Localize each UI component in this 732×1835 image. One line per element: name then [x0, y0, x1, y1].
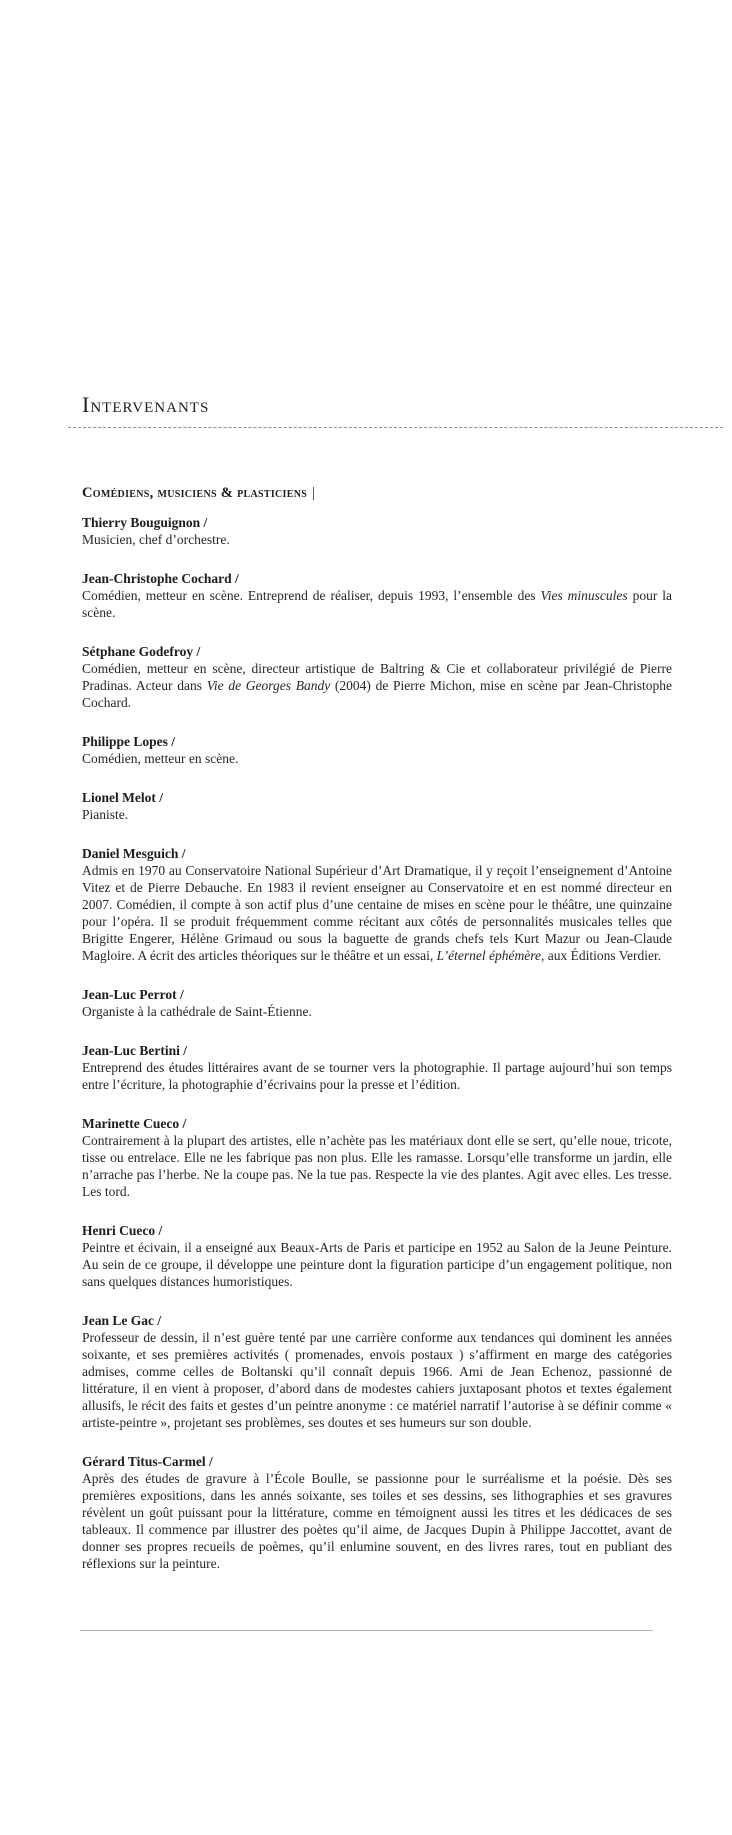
intervenant-entry: [82, 643, 672, 711]
page-title: Intervenants: [82, 392, 210, 417]
intervenant-name: Thierry Bouguignon /: [82, 515, 208, 530]
description-text: Professeur de dessin, il n’est guère tenté par une carrière conforme aux tendances qui dominent les années soixante, et ses premières activités ( promenades, envois postaux ) s’affirment en marge des catégories admises, comme celles de Boltanski qu’il connaît depuis 1966. Ami de Jean Echenoz, passionné de littérature, il en vient à proposer, d’abord dans de modestes cahiers juxtaposant photos et textes également allusifs, le récit des faits et gestes d’un peintre anonyme : ce matériel narratif l’autorise à se définir comme « artiste-peintre », projetant ses problèmes, ses doutes et ses humeurs sur son double.: [82, 1330, 672, 1430]
intervenant-name: Gérard Titus-Carmel /: [82, 1454, 213, 1469]
page-header: [68, 392, 723, 428]
work-title: L’éternel éphémère: [436, 948, 541, 963]
footer-rule: [80, 1630, 653, 1631]
description-text: , aux Éditions Verdier.: [540, 948, 662, 963]
intervenant-description: [82, 1059, 672, 1093]
intervenant-description: [82, 1329, 672, 1431]
intervenant-description: [82, 660, 672, 711]
intervenant-name: Jean-Christophe Cochard /: [82, 571, 239, 586]
intervenant-entry: [82, 986, 672, 1020]
intervenants-list: [82, 514, 672, 1572]
intervenant-description: [82, 1003, 672, 1020]
description-text: Après des études de gravure à l’École Boulle, se passionne pour le surréalisme et la poésie. Dès ses premières expositions, dans les annés soixante, ses toiles et ses dessins, ses lithographies et ses gravures révèlent un goût puissant pour la littérature, comme en témoignent aussi les titres et les dédicaces de ses tableaux. Il commence par illustrer des poètes qu’il aime, de Jacques Dupin à Philippe Jaccottet, avant de donner ses propres recueils de poèmes, qu’il enlumine souvent, en des livres rares, tout en publiant des réflexions sur la peinture.: [82, 1471, 672, 1571]
description-text: Pianiste.: [82, 807, 129, 822]
intervenant-description: [82, 1239, 672, 1290]
intervenant-description: [82, 862, 672, 964]
intervenant-name: Henri Cueco /: [82, 1223, 163, 1238]
intervenant-description: [82, 587, 672, 621]
intervenant-description: [82, 1132, 672, 1200]
section-heading-text: Comédiens, musiciens & plasticiens: [82, 485, 308, 501]
intervenant-entry: [82, 789, 672, 823]
intervenant-entry: [82, 514, 672, 548]
intervenant-entry: [82, 733, 672, 767]
intervenant-name: Sétphane Godefroy /: [82, 644, 201, 659]
description-text: Contrairement à la plupart des artistes, elle n’achète pas les matériaux dont elle se sert, qu’elle noue, tricote, tisse ou entrelace. Elle ne les fabrique pas non plus. Elle les ramasse. Lorsqu’elle transforme un jardin, elle n’arrache pas l’herbe. Ne la coupe pas. Ne la tue pas. Respecte la vie des plantes. Agit avec elles. Les tresse. Les tord.: [82, 1133, 672, 1199]
description-text: Comédien, metteur en scène, directeur artistique de Baltring & Cie et collaborateur privilégié de Pierre Pradinas. Acteur dans: [82, 661, 672, 693]
intervenant-name: Jean-Luc Perrot /: [82, 987, 184, 1002]
intervenant-name: Daniel Mesguich /: [82, 846, 186, 861]
intervenant-name: Marinette Cueco /: [82, 1116, 187, 1131]
description-text: pour la scène.: [82, 588, 673, 620]
intervenant-entry: [82, 1042, 672, 1093]
intervenant-entry: [82, 1312, 672, 1431]
intervenant-entry: [82, 570, 672, 621]
intervenant-description: [82, 806, 672, 823]
section-heading: [82, 484, 672, 502]
intervenant-name: Philippe Lopes /: [82, 734, 176, 749]
description-text: Peintre et écivain, il a enseigné aux Beaux-Arts de Paris et participe en 1952 au Salon de la Jeune Peinture. Au sein de ce groupe, il développe une peinture dont la figuration participe d’un engagement politique, non sans quelques distances humoristiques.: [82, 1240, 672, 1289]
intervenant-entry: [82, 1222, 672, 1290]
work-title: Vie de Georges Bandy: [206, 678, 331, 693]
description-text: Comédien, metteur en scène.: [82, 751, 239, 766]
description-text: Entreprend des études littéraires avant de se tourner vers la photographie. Il partage aujourd’hui son temps entre l’écriture, la photographie d’écrivains pour la presse et l’édition.: [82, 1060, 672, 1092]
description-text: Musicien, chef d’orchestre.: [82, 532, 230, 547]
intervenant-entry: [82, 1115, 672, 1200]
intervenant-entry: [82, 1453, 672, 1572]
work-title: Vies minuscules: [540, 588, 628, 603]
description-text: Organiste à la cathédrale de Saint-Étienne.: [82, 1004, 312, 1019]
intervenant-name: Jean-Luc Bertini /: [82, 1043, 187, 1058]
intervenant-description: [82, 531, 672, 548]
section-heading-bar: |: [312, 485, 316, 501]
description-text: Comédien, metteur en scène. Entreprend de réaliser, depuis 1993, l’ensemble des: [82, 588, 541, 603]
intervenant-entry: [82, 845, 672, 964]
description-text: Admis en 1970 au Conservatoire National Supérieur d’Art Dramatique, il y reçoit l’enseignement d’Antoine Vitez et de Pierre Debauche. En 1983 il revient enseigner au Conservatoire et en est nommé directeur en 2007. Comédien, il compte à son actif plus d’une centaine de mises en scène pour le théâtre, une quinzaine pour l’opéra. Il se produit fréquemment comme récitant aux côtés de personnalités musicales telles que Brigitte Engerer, Hélène Grimaud ou sous la baguette de grands chefs tels Kurt Mazur ou Jean-Claude Magloire. A écrit des articles théoriques sur le théâtre et un essai,: [82, 863, 672, 963]
description-text: (2004) de Pierre Michon, mise en scène par Jean-Christophe Cochard.: [82, 678, 672, 710]
intervenant-description: [82, 750, 672, 767]
intervenant-name: Jean Le Gac /: [82, 1313, 162, 1328]
intervenant-description: [82, 1470, 672, 1572]
intervenant-name: Lionel Melot /: [82, 790, 163, 805]
